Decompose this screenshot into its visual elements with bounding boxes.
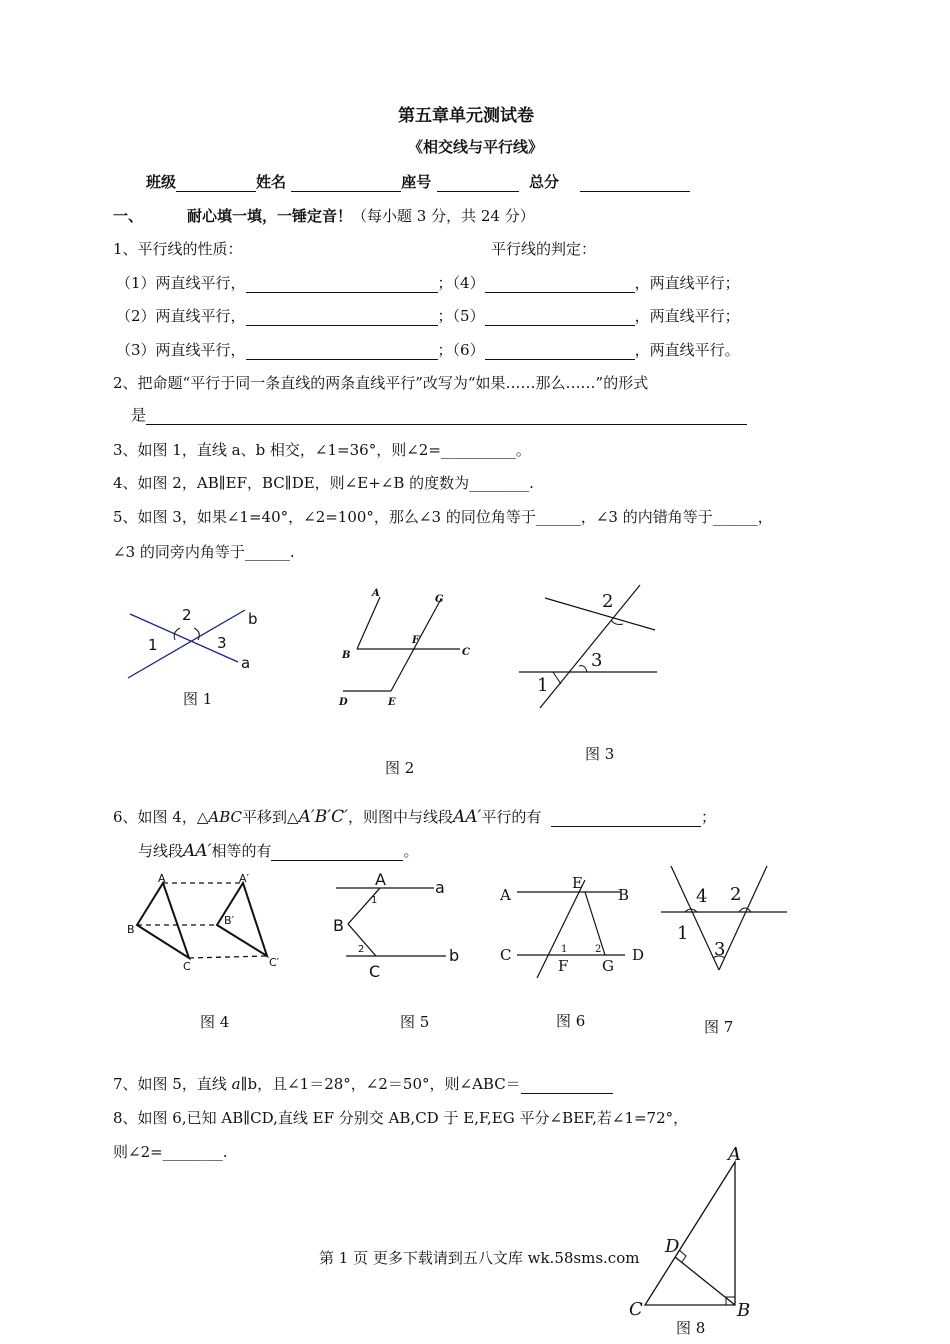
fig5-label: C bbox=[369, 962, 381, 981]
answer-blank[interactable] bbox=[246, 309, 438, 326]
section-number: 一、 bbox=[113, 207, 144, 225]
q6-text: ，则图中与线段 bbox=[347, 808, 453, 826]
fig5-caption: 图 5 bbox=[400, 1013, 430, 1031]
answer-blank[interactable] bbox=[551, 810, 701, 827]
q1-intro: 1、平行线的性质： bbox=[113, 240, 243, 258]
angle-mark bbox=[553, 672, 561, 684]
right-angle-mark bbox=[679, 1250, 686, 1262]
figure-1 bbox=[120, 600, 280, 690]
q1-row-left: （3）两直线平行， bbox=[116, 341, 246, 359]
fig7-label: 2 bbox=[730, 884, 742, 905]
answer-blank[interactable] bbox=[146, 408, 747, 425]
seat-blank[interactable] bbox=[437, 175, 519, 192]
fig1-label: 3 bbox=[217, 634, 227, 652]
fig3-label: 3 bbox=[591, 650, 603, 671]
line-left bbox=[671, 866, 719, 970]
fig2-label: B bbox=[342, 650, 351, 661]
q1-row-right: ，两直线平行。 bbox=[634, 341, 740, 359]
fig4-label: C bbox=[183, 960, 191, 973]
q8-text: ____. bbox=[192, 1143, 228, 1161]
fig2-label: G bbox=[435, 594, 444, 605]
q8-line1: 8、如图 6,已知 AB∥CD,直线 EF 分别交 AB,CD 于 E,F,EG 平分∠BEF,若∠1=72°， bbox=[113, 1109, 689, 1127]
q6-text: 6、如图 4，△ bbox=[113, 808, 209, 826]
answer-blank[interactable] bbox=[521, 1077, 613, 1094]
fig5-label: b bbox=[449, 946, 460, 965]
answer-blank[interactable] bbox=[485, 309, 635, 326]
answer-blank[interactable] bbox=[271, 844, 403, 861]
q1-row-left: （2）两直线平行， bbox=[116, 307, 246, 325]
section-note: （每小题 3 分，共 24 分） bbox=[352, 207, 535, 225]
triangle-abc bbox=[137, 883, 189, 958]
fig5-label: 2 bbox=[358, 944, 365, 955]
q7-line-a: a bbox=[231, 1075, 241, 1093]
figure-6 bbox=[495, 870, 650, 980]
total-label: 总分 bbox=[528, 173, 559, 191]
segment-ab bbox=[348, 888, 380, 924]
name-blank[interactable] bbox=[291, 175, 401, 192]
fig8-label: C bbox=[629, 1299, 643, 1320]
fig1-caption: 图 1 bbox=[183, 690, 213, 708]
q1-row-1 bbox=[116, 272, 740, 293]
fig2-label: A bbox=[372, 588, 380, 599]
q1-row-mid: ；（4） bbox=[437, 274, 485, 292]
answer-blank[interactable] bbox=[246, 276, 438, 293]
q1-row-left: （1）两直线平行， bbox=[116, 274, 246, 292]
q5-line2: ∠3 的同旁内角等于______. bbox=[113, 543, 295, 561]
figure-8 bbox=[625, 1140, 755, 1320]
q6-text: 与线段 bbox=[138, 842, 184, 860]
q2-line1: 2、把命题“平行于同一条直线的两条直线平行”改写为“如果……那么……”的形式 bbox=[113, 374, 649, 392]
fig5-label: B bbox=[333, 916, 344, 935]
fig2-caption: 图 2 bbox=[385, 759, 415, 777]
page-subtitle: 《相交线与平行线》 bbox=[408, 138, 544, 156]
name-label: 姓名 bbox=[256, 173, 287, 191]
fig4-label: B′ bbox=[224, 914, 235, 927]
q1-row-right: ，两直线平行； bbox=[634, 307, 740, 325]
header-line bbox=[146, 171, 690, 192]
fig7-label: 3 bbox=[714, 939, 726, 960]
fig6-caption: 图 6 bbox=[556, 1012, 586, 1030]
q7-text: 7、如图 5，直线 bbox=[113, 1075, 232, 1093]
fig1-label: 1 bbox=[148, 636, 158, 654]
fig8-label: B bbox=[737, 1300, 751, 1321]
footer-text: 第 1 页 更多下载请到五八文库 wk.58sms.com bbox=[319, 1249, 640, 1267]
fig8-caption: 图 8 bbox=[676, 1319, 706, 1337]
fig4-label: B bbox=[127, 923, 135, 936]
fig7-caption: 图 7 bbox=[704, 1018, 734, 1036]
fig4-caption: 图 4 bbox=[200, 1013, 230, 1031]
triangle-abc bbox=[645, 1162, 735, 1305]
figure-2 bbox=[335, 585, 475, 710]
fig2-label: D bbox=[339, 697, 348, 708]
total-blank[interactable] bbox=[580, 175, 690, 192]
transversal bbox=[540, 585, 640, 708]
fig1-label: a bbox=[241, 654, 251, 672]
fig6-label: E bbox=[572, 874, 583, 892]
fig2-label: E bbox=[388, 697, 396, 708]
q3: 3、如图 1，直线 a、b 相交，∠1=36°，则∠2=__________。 bbox=[113, 441, 531, 459]
fig1-label: 2 bbox=[182, 606, 192, 624]
q6-segment: AA′ bbox=[183, 841, 212, 861]
fig5-label: a bbox=[435, 878, 445, 897]
fig4-label: A bbox=[158, 872, 166, 885]
seat-label: 座号 bbox=[401, 173, 432, 191]
q1-row-2 bbox=[116, 305, 740, 326]
line-top bbox=[545, 598, 655, 630]
q4: 4、如图 2，AB∥EF，BC∥DE，则∠E+∠B 的度数为________. bbox=[113, 474, 534, 492]
fig7-label: 1 bbox=[677, 923, 689, 944]
fig6-label: F bbox=[558, 957, 569, 975]
q8-text: 则∠2=____ bbox=[113, 1143, 193, 1161]
fig8-label: A bbox=[728, 1144, 741, 1165]
q1-intro2: 平行线的判定： bbox=[491, 240, 597, 258]
line-right bbox=[719, 866, 767, 970]
fig6-label: C bbox=[500, 946, 512, 964]
q6-text: 。 bbox=[403, 842, 419, 860]
q7-text: ∥b，且∠1＝28°，∠2＝50°，则∠ABC＝ bbox=[240, 1075, 521, 1093]
fig6-label: G bbox=[602, 957, 614, 975]
fig2-label: C bbox=[462, 647, 470, 658]
angle-mark bbox=[579, 666, 587, 672]
q6-segment: AA′ bbox=[452, 807, 482, 827]
q6-text: 平行的有 bbox=[481, 808, 542, 826]
q1-row-mid: ；（6） bbox=[437, 341, 485, 359]
fig4-label: C′ bbox=[269, 956, 280, 969]
fig1-label: b bbox=[248, 610, 258, 628]
q2-line2 bbox=[131, 404, 747, 425]
answer-blank[interactable] bbox=[246, 343, 438, 360]
q8-line2 bbox=[113, 1141, 227, 1162]
answer-blank[interactable] bbox=[485, 276, 635, 293]
q6-text: 相等的有 bbox=[211, 842, 272, 860]
answer-blank[interactable] bbox=[485, 343, 635, 360]
fig3-label: 1 bbox=[537, 675, 549, 696]
fig7-label: 4 bbox=[696, 886, 708, 907]
fig6-label: 2 bbox=[595, 944, 602, 955]
fig6-label: B bbox=[618, 886, 630, 904]
line-ab bbox=[357, 597, 380, 649]
figure-7 bbox=[655, 862, 795, 977]
q7 bbox=[113, 1073, 613, 1094]
fig8-label: D bbox=[665, 1236, 680, 1257]
q5-line1: 5、如图 3，如果∠1=40°，∠2=100°，那么∠3 的同位角等于______，∠3 的内错角等于______， bbox=[113, 508, 773, 526]
fig5-label: A bbox=[375, 870, 386, 889]
fig5-label: 1 bbox=[371, 895, 378, 906]
figure-3 bbox=[515, 580, 665, 715]
fig6-label: A bbox=[500, 886, 511, 904]
q6-text: ； bbox=[700, 808, 716, 826]
q6-triangle-image: A′B′C′ bbox=[298, 807, 348, 827]
q2-label: 是 bbox=[131, 406, 147, 424]
q6-triangle: ABC bbox=[208, 808, 243, 826]
fig2-label: F bbox=[412, 635, 420, 646]
class-label: 班级 bbox=[146, 173, 177, 191]
dashed-cc bbox=[189, 956, 267, 958]
fig3-label: 2 bbox=[602, 591, 614, 612]
figure-4 bbox=[125, 870, 295, 975]
class-blank[interactable] bbox=[176, 175, 256, 192]
q6-line1 bbox=[113, 806, 716, 827]
q6-line2 bbox=[138, 840, 418, 861]
q1-row-mid: ；（5） bbox=[437, 307, 485, 325]
section-heading bbox=[113, 205, 535, 226]
figure-5 bbox=[328, 868, 468, 983]
page-title: 第五章单元测试卷 bbox=[398, 106, 534, 126]
fig6-label: D bbox=[632, 946, 645, 964]
fig6-label: 1 bbox=[561, 944, 568, 955]
section-title: 耐心填一填，一锤定音！ bbox=[187, 207, 353, 225]
q6-text: 平移到△ bbox=[242, 808, 299, 826]
fig3-caption: 图 3 bbox=[585, 745, 615, 763]
q1-row-3 bbox=[116, 339, 740, 360]
fig4-label: A′ bbox=[239, 872, 250, 885]
q1-row-right: ，两直线平行； bbox=[634, 274, 740, 292]
